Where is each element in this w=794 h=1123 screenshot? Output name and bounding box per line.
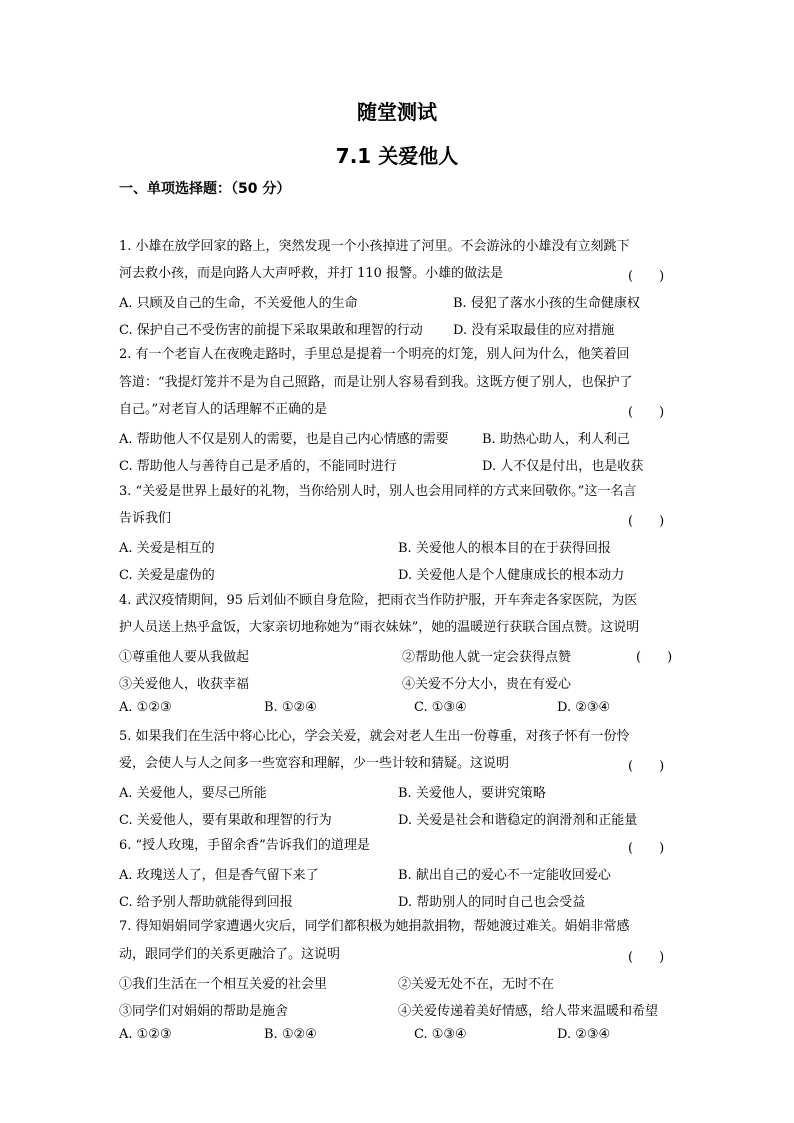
answer-bracket: ( ) (628, 405, 665, 420)
section-heading: 一、单项选择题：（50 分） (119, 181, 291, 197)
question-1-line-1: 1. 小雄在放学回家的路上，突然发现一个小孩掉进了河里。不会游泳的小雄没有立刻跳下 (119, 239, 630, 254)
question-2-option-a: A. 帮助他人不仅是别人的需要，也是自己内心情感的需要 (119, 432, 449, 447)
answer-bracket: ( ) (636, 650, 673, 665)
question-2-option-b: B. 助热心助人，利人利己 (482, 432, 630, 447)
question-5-line-1: 5. 如果我们在生活中将心比心，学会关爱，就会对老人生出一份尊重，对孩子怀有一份怜 (119, 729, 630, 744)
question-5-option-c: C. 关爱他人，要有果敢和理智的行为 (119, 813, 332, 828)
answer-bracket: ( ) (628, 269, 665, 284)
question-4-option-b: B. ①②④ (264, 700, 317, 715)
question-2-line-2: 答道：“我提灯笼并不是为自己照路，而是让别人容易看到我。这既方便了别人，也保护了 (119, 375, 633, 390)
page-title: 随堂测试 (357, 100, 437, 124)
question-5-option-b: B. 关爱他人，要讲究策略 (398, 786, 546, 801)
question-4-line-2: 护人员送上热乎盒饭，大家亲切地称她为“雨衣妹妹”，她的温暖逆行获联合国点赞。这说明 (119, 620, 640, 635)
question-3-option-a: A. 关爱是相互的 (119, 541, 215, 556)
question-1-option-d: D. 没有采取最佳的应对措施 (453, 323, 615, 338)
question-4-option-c: C. ①③④ (414, 700, 467, 715)
question-1-line-2: 河去救小孩，而是向路人大声呼救，并打 110 报警。小雄的做法是 (119, 266, 504, 281)
question-7-option-c: C. ①③④ (414, 1027, 467, 1042)
question-3-option-c: C. 关爱是虚伪的 (119, 568, 215, 583)
question-4-line-1: 4. 武汉疫情期间，95 后刘仙不顾自身危险，把雨衣当作防护服，开车奔走各家医院，为医 (119, 593, 638, 608)
question-7-line-2: 动，跟同学们的关系更融洽了。这说明 (119, 947, 341, 962)
question-3-option-b: B. 关爱他人的根本目的在于获得回报 (398, 541, 611, 556)
question-3-option-d: D. 关爱他人是个人健康成长的根本动力 (398, 568, 625, 583)
answer-bracket: ( ) (628, 841, 665, 856)
question-2-option-d: D. 人不仅是付出，也是收获 (482, 459, 644, 474)
question-5-option-d: D. 关爱是社会和谐稳定的润滑剂和正能量 (398, 813, 638, 828)
question-6-option-b: B. 献出自己的爱心不一定能收回爱心 (398, 868, 611, 883)
question-7-statement-2: ②关爱无处不在，无时不在 (398, 977, 555, 992)
question-5-line-2: 爱，会使人与人之间多一些宽容和理解，少一些计较和猜疑。这说明 (119, 756, 510, 771)
question-7-option-d: D. ②③④ (557, 1027, 611, 1042)
question-4-statement-1: ①尊重他人要从我做起 (119, 650, 250, 665)
question-6-option-a: A. 玫瑰送人了，但是香气留下来了 (119, 868, 319, 883)
question-1-option-b: B. 侵犯了落水小孩的生命健康权 (453, 296, 640, 311)
question-2-line-3: 自己。”对老盲人的话理解不正确的是 (119, 402, 328, 417)
question-3-line-1: 3. “关爱是世界上最好的礼物，当你给别人时，别人也会用同样的方式来回敬你。”这一名言 (119, 484, 637, 499)
question-4-statement-3: ③关爱他人，收获幸福 (119, 677, 250, 692)
question-6-line-1: 6. “授人玫瑰，手留余香”告诉我们的道理是 (119, 838, 370, 853)
question-7-option-a: A. ①②③ (119, 1027, 172, 1042)
question-7-statement-3: ③同学们对娟娟的帮助是施舍 (119, 1004, 289, 1019)
question-4-option-a: A. ①②③ (119, 700, 172, 715)
question-3-line-2: 告诉我们 (119, 511, 172, 526)
answer-bracket: ( ) (628, 950, 665, 965)
question-1-option-a: A. 只顾及自己的生命，不关爱他人的生命 (119, 296, 358, 311)
question-4-statement-2: ②帮助他人就一定会获得点赞 (402, 650, 572, 665)
question-5-option-a: A. 关爱他人，要尽己所能 (119, 786, 267, 801)
answer-bracket: ( ) (628, 759, 665, 774)
question-1-option-c: C. 保护自己不受伤害的前提下采取果敢和理智的行动 (119, 323, 423, 338)
question-6-option-c: C. 给予别人帮助就能得到回报 (119, 895, 293, 910)
question-7-option-b: B. ①②④ (264, 1027, 317, 1042)
question-7-statement-4: ④关爱传递着美好情感，给人带来温暖和希望 (398, 1004, 659, 1019)
question-2-option-c: C. 帮助他人与善待自己是矛盾的，不能同时进行 (119, 459, 397, 474)
lesson-subtitle: 7.1 关爱他人 (335, 144, 459, 168)
question-2-line-1: 2. 有一个老盲人在夜晚走路时，手里总是提着一个明亮的灯笼，别人问为什么，他笑着回 (119, 347, 630, 362)
question-7-statement-1: ①我们生活在一个相互关爱的社会里 (119, 977, 328, 992)
question-4-statement-4: ④关爱不分大小，贵在有爱心 (402, 677, 572, 692)
question-4-option-d: D. ②③④ (557, 700, 611, 715)
question-6-option-d: D. 帮助别人的同时自己也会受益 (398, 895, 586, 910)
answer-bracket: ( ) (628, 514, 665, 529)
question-7-line-1: 7. 得知娟娟同学家遭遇火灾后，同学们都积极为她捐款捐物，帮她渡过难关。娟娟非常感 (119, 919, 630, 934)
